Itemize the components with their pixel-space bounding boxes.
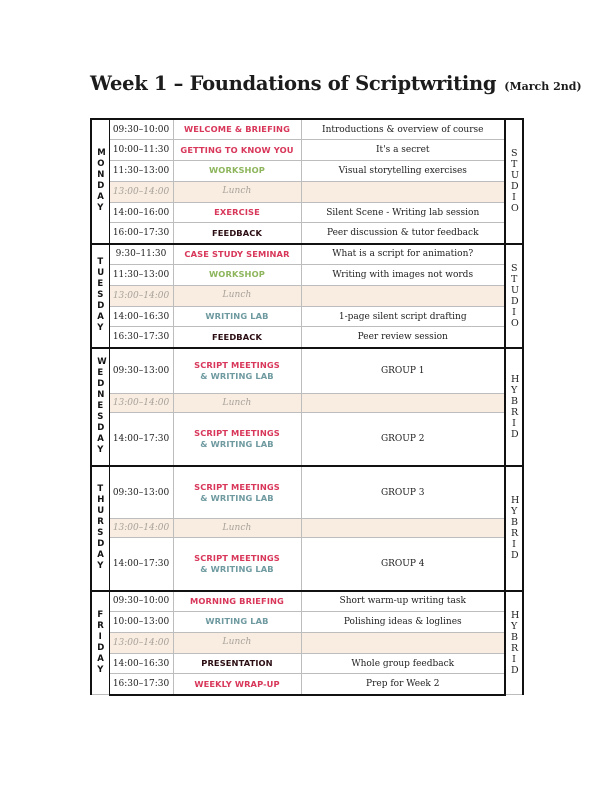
activity-cell: [173, 119, 301, 140]
schedule-row: [91, 306, 523, 327]
time-slot: 13:00–14:00: [109, 285, 173, 306]
lunch-label: Lunch: [222, 290, 252, 301]
location-name: HYBRID: [510, 495, 520, 562]
day-label-cell: [91, 244, 109, 348]
lunch-row: [91, 394, 523, 413]
time-slot: 09:30–10:00: [109, 591, 173, 612]
schedule-row: [91, 327, 523, 348]
lunch-row: [91, 181, 523, 202]
time-slot: 10:00–13:00: [109, 612, 173, 633]
location-name: STUDIO: [510, 148, 519, 215]
location-label-cell: [505, 591, 523, 695]
schedule-table: [90, 118, 524, 696]
session-description: [301, 181, 505, 202]
session-description: Short warm-up writing task: [301, 591, 505, 612]
session-description: [301, 285, 505, 306]
schedule-row: [91, 612, 523, 633]
session-description: GROUP 3: [301, 466, 505, 519]
session-description: Polishing ideas & loglines: [301, 612, 505, 633]
week-title: Week 1 – Foundations of Scriptwriting: [90, 72, 497, 95]
activity-cell: [173, 612, 301, 633]
location-name: HYBRID: [510, 610, 520, 676]
activity-label: EXERCISE: [214, 207, 260, 218]
activity-label: SCRIPT MEETINGS: [194, 553, 280, 564]
session-description: Peer review session: [301, 327, 505, 348]
page-title: [90, 72, 582, 95]
time-slot: 11:30–13:00: [109, 265, 173, 286]
activity-cell: [173, 181, 301, 202]
session-description: Writing with images not words: [301, 265, 505, 286]
activity-cell: [173, 140, 301, 161]
time-slot: 13:00–14:00: [109, 632, 173, 653]
session-description: GROUP 4: [301, 538, 505, 591]
lunch-row: [91, 632, 523, 653]
day-label-cell: [91, 119, 109, 244]
time-slot: 09:30–13:00: [109, 466, 173, 519]
time-slot: 11:30–13:00: [109, 161, 173, 182]
schedule-row: [91, 265, 523, 286]
time-slot: 14:00–16:30: [109, 653, 173, 674]
activity-cell: [173, 306, 301, 327]
activity-cell: [173, 394, 301, 413]
schedule-row: [91, 413, 523, 466]
activity-label: WRITING LAB: [205, 616, 269, 627]
time-slot: 10:00–11:30: [109, 140, 173, 161]
lunch-row: [91, 519, 523, 538]
schedule-row: [91, 674, 523, 695]
day-name: MONDAY: [97, 148, 106, 214]
activity-label: FEEDBACK: [212, 227, 262, 238]
time-slot: 09:30–10:00: [109, 119, 173, 140]
activity-cell: [173, 223, 301, 244]
activity-label: WEEKLY WRAP-UP: [194, 678, 280, 689]
activity-label: WELCOME & BRIEFING: [184, 124, 290, 135]
activity-cell: [173, 632, 301, 653]
location-label-cell: [505, 348, 523, 466]
schedule-row: [91, 119, 523, 140]
schedule-row: [91, 466, 523, 519]
activity-label: WORKSHOP: [209, 269, 265, 280]
session-description: Prep for Week 2: [301, 674, 505, 695]
activity-label: CASE STUDY SEMINAR: [184, 248, 290, 259]
time-slot: 14:00–17:30: [109, 413, 173, 466]
lunch-label: Lunch: [222, 186, 252, 197]
activity-cell: [173, 653, 301, 674]
activity-label: WORKSHOP: [209, 165, 265, 176]
activity-label: SCRIPT MEETINGS: [194, 360, 280, 371]
activity-label: PRESENTATION: [201, 658, 273, 669]
week-date: (March 2nd): [504, 80, 582, 93]
schedule-row: [91, 653, 523, 674]
day-name: THURSDAY: [97, 484, 105, 572]
activity-cell: [173, 161, 301, 182]
session-description: Whole group feedback: [301, 653, 505, 674]
activity-cell: [173, 674, 301, 695]
time-slot: 13:00–14:00: [109, 394, 173, 413]
schedule-row: [91, 202, 523, 223]
schedule-row: [91, 348, 523, 394]
activity-cell: [173, 466, 301, 519]
activity-cell: [173, 519, 301, 538]
time-slot: 13:00–14:00: [109, 181, 173, 202]
schedule-row: [91, 538, 523, 591]
lunch-row: [91, 285, 523, 306]
session-description: What is a script for animation?: [301, 244, 505, 265]
session-description: [301, 632, 505, 653]
time-slot: 16:30–17:30: [109, 674, 173, 695]
activity-label: WRITING LAB: [205, 311, 269, 322]
activity-cell: [173, 348, 301, 394]
activity-cell: [173, 265, 301, 286]
activity-cell: [173, 202, 301, 223]
activity-label: SCRIPT MEETINGS: [194, 481, 280, 492]
lunch-label: Lunch: [222, 522, 252, 533]
schedule-row: [91, 244, 523, 265]
day-name: WEDNESDAY: [97, 357, 107, 456]
schedule-row: [91, 140, 523, 161]
schedule-row: [91, 223, 523, 244]
time-slot: 14:00–17:30: [109, 538, 173, 591]
day-label-cell: [91, 348, 109, 466]
activity-cell: [173, 285, 301, 306]
schedule-row: [91, 161, 523, 182]
time-slot: 13:00–14:00: [109, 519, 173, 538]
schedule-row: [91, 591, 523, 612]
day-name: TUESDAY: [97, 257, 105, 334]
session-description: [301, 519, 505, 538]
activity-label: GETTING TO KNOW YOU: [180, 144, 294, 155]
time-slot: 14:00–16:00: [109, 202, 173, 223]
lunch-label: Lunch: [222, 397, 252, 408]
day-label-cell: [91, 466, 109, 591]
time-slot: 16:30–17:30: [109, 327, 173, 348]
session-description: GROUP 1: [301, 348, 505, 394]
activity-cell: [173, 538, 301, 591]
session-description: Peer discussion & tutor feedback: [301, 223, 505, 244]
session-description: GROUP 2: [301, 413, 505, 466]
session-description: Silent Scene - Writing lab session: [301, 202, 505, 223]
session-description: It's a secret: [301, 140, 505, 161]
location-label-cell: [505, 466, 523, 591]
activity-label: & WRITING LAB: [200, 492, 274, 503]
activity-cell: [173, 327, 301, 348]
day-name: FRIDAY: [97, 610, 105, 675]
session-description: Introductions & overview of course: [301, 119, 505, 140]
day-label-cell: [91, 591, 109, 695]
activity-cell: [173, 591, 301, 612]
activity-label: SCRIPT MEETINGS: [194, 428, 280, 439]
session-description: 1-page silent script drafting: [301, 306, 505, 327]
activity-cell: [173, 413, 301, 466]
activity-label: & WRITING LAB: [200, 371, 274, 382]
time-slot: 16:00–17:30: [109, 223, 173, 244]
activity-label: & WRITING LAB: [200, 439, 274, 450]
session-description: Visual storytelling exercises: [301, 161, 505, 182]
lunch-label: Lunch: [222, 637, 252, 648]
location-name: HYBRID: [510, 373, 520, 440]
location-name: STUDIO: [510, 262, 519, 329]
activity-label: FEEDBACK: [212, 331, 262, 342]
activity-cell: [173, 244, 301, 265]
location-label-cell: [505, 119, 523, 244]
time-slot: 09:30–13:00: [109, 348, 173, 394]
activity-label: MORNING BRIEFING: [190, 595, 284, 606]
time-slot: 9:30–11:30: [109, 244, 173, 265]
session-description: [301, 394, 505, 413]
activity-label: & WRITING LAB: [200, 564, 274, 575]
time-slot: 14:00–16:30: [109, 306, 173, 327]
location-label-cell: [505, 244, 523, 348]
